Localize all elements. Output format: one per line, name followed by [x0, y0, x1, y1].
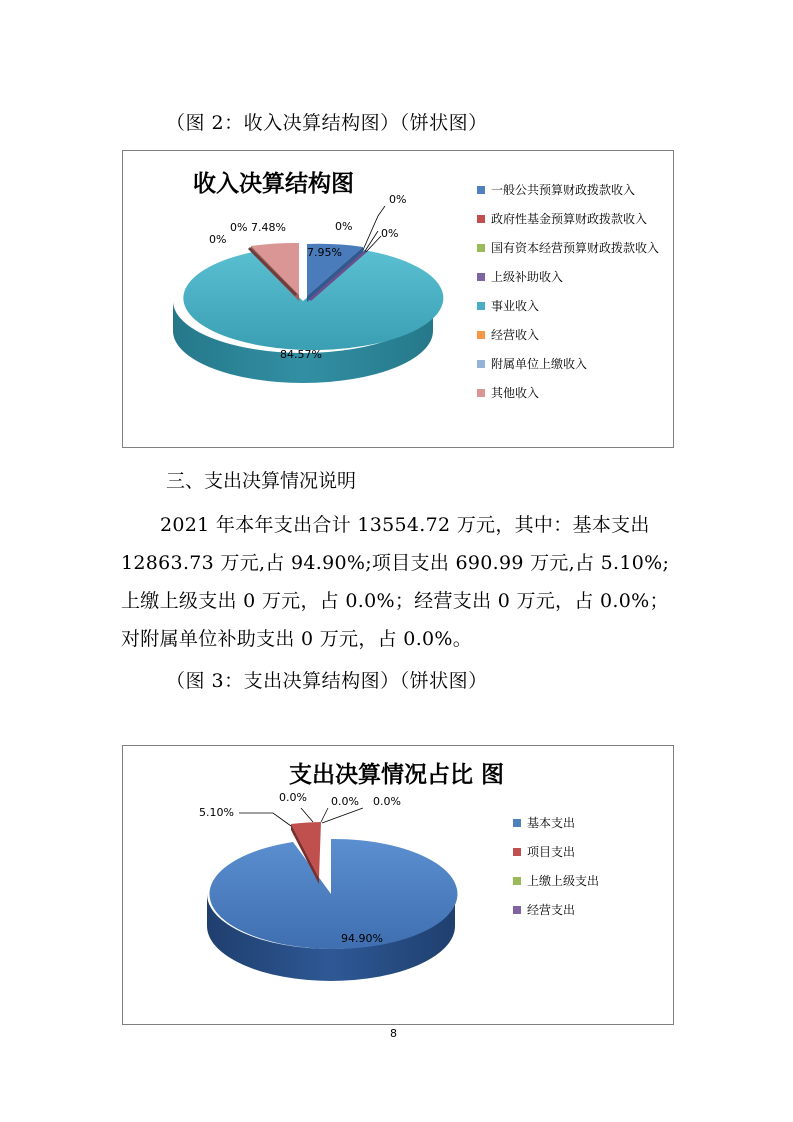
page-number: 8 — [390, 1027, 397, 1040]
data-label-jingying: 0.0% — [331, 795, 359, 808]
legend-swatch — [477, 302, 485, 310]
expense-legend — [513, 816, 663, 936]
data-label-shiye: 84.57% — [280, 348, 322, 361]
legend-label: 上缴上级支出 — [527, 874, 600, 888]
legend-label: 上级补助收入 — [491, 270, 564, 284]
legend-label: 一般公共预算财政拨款收入 — [491, 183, 636, 197]
data-label-fushu: 0% — [230, 221, 248, 234]
figure3-caption: （图 3：支出决算结构图）（饼状图） — [166, 670, 488, 692]
legend-label: 项目支出 — [527, 845, 576, 859]
income-legend — [477, 183, 672, 423]
paragraph-line: 对附属单位补助支出 0 万元，占 0.0%。 — [121, 628, 473, 650]
paragraph-line: 2021 年本年支出合计 13554.72 万元，其中：基本支出 — [160, 514, 650, 536]
legend-swatch — [513, 906, 521, 914]
data-label-zhengfuxing: 0% — [389, 193, 407, 206]
income-chart — [122, 150, 674, 448]
leader-line-other — [322, 808, 363, 823]
legend-label: 其他收入 — [491, 386, 540, 400]
data-label-jiben: 94.90% — [341, 932, 383, 945]
data-label-yibangonggong: 7.95% — [307, 246, 342, 259]
legend-swatch — [477, 215, 485, 223]
legend-swatch — [513, 848, 521, 856]
leader-line-jingying — [321, 808, 328, 822]
data-label-xiangmu: 5.10% — [199, 806, 234, 819]
legend-label: 事业收入 — [491, 299, 540, 313]
legend-label: 经营支出 — [527, 903, 576, 917]
legend-swatch — [513, 819, 521, 827]
legend-swatch — [477, 360, 485, 368]
data-label-fushu: 0.0% — [373, 795, 401, 808]
legend-swatch — [477, 273, 485, 281]
section-heading: 三、支出决算情况说明 — [166, 470, 357, 492]
expense-chart-title: 支出决算情况占比 图 — [289, 762, 505, 788]
legend-label: 附属单位上缴收入 — [491, 357, 588, 371]
data-label-shangjiao: 0.0% — [279, 791, 307, 804]
legend-label: 政府性基金预算财政拨款收入 — [491, 212, 648, 226]
income-chart-title: 收入决算结构图 — [193, 171, 354, 197]
data-label-jingying: 0% — [209, 233, 227, 246]
data-label-guoyou: 0% — [335, 220, 353, 233]
legend-label: 国有资本经营预算财政拨款收入 — [491, 241, 660, 255]
data-label-qita: 7.48% — [251, 221, 286, 234]
expense-chart — [122, 745, 674, 1025]
legend-swatch — [477, 244, 485, 252]
leader-line-xiangmu — [239, 813, 291, 826]
leader-line-shangjiao — [301, 808, 313, 822]
legend-label: 经营收入 — [491, 328, 540, 342]
legend-swatch — [477, 186, 485, 194]
paragraph-line: 上缴上级支出 0 万元，占 0.0%；经营支出 0 万元，占 0.0%； — [121, 590, 669, 612]
legend-swatch — [513, 877, 521, 885]
data-label-shangji: 0% — [381, 227, 399, 240]
figure2-caption: （图 2：收入决算结构图）（饼状图） — [166, 112, 488, 134]
legend-swatch — [477, 331, 485, 339]
pie-slice-jiben — [209, 839, 457, 949]
paragraph-line: 12863.73 万元,占 94.90%;项目支出 690.99 万元,占 5.10%; — [121, 552, 670, 574]
legend-label: 基本支出 — [527, 816, 576, 830]
legend-swatch — [477, 389, 485, 397]
